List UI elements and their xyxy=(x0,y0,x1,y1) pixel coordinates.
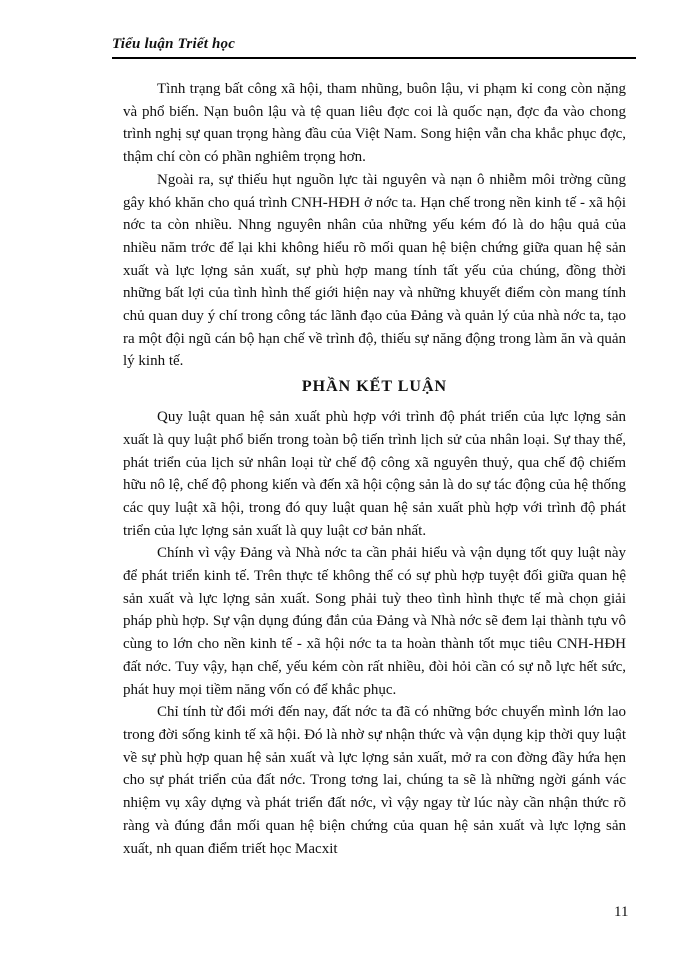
page-number: 11 xyxy=(614,904,629,920)
section-heading: PHẦN KẾT LUẬN xyxy=(301,378,448,396)
page-header xyxy=(112,36,636,56)
header-rule xyxy=(112,57,636,59)
paragraph: Tình trạng bất công xã hội, tham nhũng, buôn lậu, vi phạm kỉ cong còn nặng và phổ biến. Nạn buôn lậu và tệ quan liêu đợc coi là quốc nạn, đợc đa vào chong trình nghị sự quan trọng hàng đầu của Việt Nam. Song hiện vẫn cha khắc phục đợc, thậm chí còn có phần nghiêm trọng hơn. xyxy=(123,81,626,166)
paragraph: Chỉ tính từ đổi mới đến nay, đất nớc ta đã có những bớc chuyển mình lớn lao trong đời sống kinh tế xã hội. Đó là nhờ sự nhận thức và vận dụng kịp thời quy luật về sự phù hợp quan hệ sản xuất và lực lợng sản xuất, mở ra con đờng đầy hứa hẹn cho sự phát triển của đất nớc. Trong tơng lai, chúng ta sẽ là những ngời gánh vác nhiệm vụ xây dựng và phát triển đất nớc, vì vậy ngay từ lúc này cần nhận thức rõ ràng và đúng đắn mối quan hệ biện chứng của quan hệ sản xuất và lực lợng sản xuất, nh quan điểm triết học Macxit xyxy=(123,704,626,857)
paragraph: Quy luật quan hệ sản xuất phù hợp với trình độ phát triển của lực lợng sản xuất là quy luật phổ biến trong toàn bộ tiến trình lịch sử của nhân loại. Sự thay thế, phát triển của lịch sử nhân loại từ chế độ công xã nguyên thuỷ, qua chế độ chiếm hữu nô lệ, chế độ phong kiến và đến xã hội cộng sản là do sự tác động của hệ thống các quy luật xã hội, trong đó quy luật quan hệ sản xuất phù hợp với trình độ phát triển của lực lợng sản xuất là quy luật cơ bản nhất. xyxy=(123,409,626,539)
paragraph: Chính vì vậy Đảng và Nhà nớc ta cần phải hiểu và vận dụng tốt quy luật này để phát triển kinh tế. Trên thực tế không thể có sự phù hợp tuyệt đối giữa quan hệ sản xuất và lực lợng sản xuất. Song phải tuỳ theo tình hình thực tế mà chọn giải pháp phù hợp. Sự vận dụng đúng đắn của Đảng và Nhà nớc sẽ đem lại thành tựu vô cùng to lớn cho nền kinh tế - xã hội nớc ta ta hoàn thành tốt mục tiêu CNH-HĐH đất nớc. Tuy vậy, hạn chế, yếu kém còn rất nhiều, đòi hỏi cần có sự nỗ lực hết sức, phát huy mọi tiềm năng vốn có để khắc phục. xyxy=(123,545,626,698)
document-body xyxy=(123,78,626,860)
header-title: Tiểu luận Triết học xyxy=(112,36,236,52)
paragraph: Ngoài ra, sự thiếu hụt nguồn lực tài nguyên và nạn ô nhiễm môi trờng cũng gây khó khăn cho quá trình CNH-HĐH ở nớc ta. Hạn chế trong nền kinh tế - xã hội nớc ta còn nhiều. Nhng nguyên nhân của những yếu kém đó là do hậu quả của nhiều năm trớc để lại khi không hiểu rõ mối quan hệ biện chứng giữa quan hệ sản xuất và lực lợng sản xuất, sự phù hợp mang tính tất yếu của chúng, đồng thời những bất lợi của tình hình thế giới hiện nay và những khuyết điểm còn mang tính chủ quan duy ý chí trong công tác lãnh đạo của Đảng và quản lý của nhà nớc ta, tạo ra một đội ngũ cán bộ hạn chế về trình độ, thiếu sự năng động trong làm ăn và quản lý kinh tế. xyxy=(123,171,626,370)
